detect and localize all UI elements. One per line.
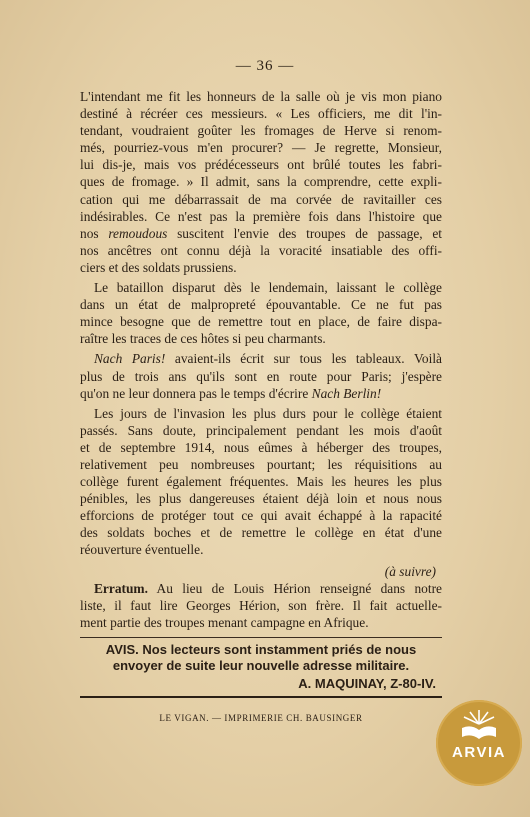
paragraph-2-cont [80, 296, 442, 347]
text-line: ment partie des troupes menant campagne en Afrique. [80, 614, 369, 630]
text-line: mince besogne que de remettre tout en place, de faire dispa- [80, 314, 442, 330]
text-line: destiné à récréer ces messieurs. « Les officiers, me dit l'in- [80, 106, 442, 122]
body-text [80, 88, 442, 727]
text-line: raître les traces de ces hôtes si peu charmants. [80, 331, 326, 347]
paragraph-4-cont [80, 422, 442, 559]
text-line: tendant, voudraient goûter les fromages de Herve si renom- [80, 123, 442, 139]
text-line: liste, il faut lire Georges Hérion, son frère. Il fait actuelle- [80, 597, 442, 613]
text-line: indésirables. Ce n'est pas la première fois dans l'histoire que [80, 208, 442, 224]
text-line: Les jours de l'invasion les plus durs pour le collège étaient [94, 405, 442, 421]
italic-phrase: remoudous [108, 225, 168, 241]
text-line: des soldats boches et de remettre le collège en état d'une [80, 525, 442, 541]
text-line: més, pourriez-vous m'en procurer? — Je regrette, Monsieur, [80, 140, 442, 156]
notice-signature: A. MAQUINAY, Z-80-IV. [298, 675, 436, 691]
open-book-icon [459, 708, 499, 742]
text-line [94, 580, 442, 597]
text-line: qu'on ne leur donnera pas le temps d'écrire Nach Berlin! [80, 385, 382, 401]
paragraph-2 [80, 279, 442, 296]
logo-text: ARVIA [452, 744, 506, 761]
italic-phrase: Nach Paris! [94, 351, 166, 367]
text-line: efforcions de protéger tout ce qui avait échappé à la rapacité [80, 508, 442, 524]
erratum-cont [80, 597, 442, 631]
text-line: nos ancêtres ont connu déjà la voracité insatiable des offi- [80, 242, 442, 258]
italic-phrase: Nach Berlin! [311, 385, 382, 401]
text-line: dans un état de malpropreté épouvantable. Ce ne fut pas [80, 297, 442, 313]
paragraph-4 [80, 405, 442, 422]
text-line: collège furent également fréquentes. Mais les heures les plus [80, 474, 442, 490]
erratum-text: Au lieu de Louis Hérion renseigné dans notre [156, 580, 442, 596]
text-line: passés. Sans doute, principalement pendant les mois d'août [80, 422, 442, 438]
arvia-logo [436, 700, 522, 786]
erratum-label: Erratum. [94, 580, 148, 596]
paragraph-3-cont [80, 368, 442, 402]
text-line: et de septembre 1914, nous eûmes à héberger des troupes, [80, 439, 442, 455]
text-line: cation qui me débarrassait de ma corvée de ravitailler ces [80, 191, 442, 207]
notice-line: envoyer de suite leur nouvelle adresse militaire. [112, 658, 410, 674]
erratum [80, 580, 442, 597]
text-line: ques de fromage. » Il admit, sans la comprendre, cette expli- [80, 174, 442, 190]
notice [80, 642, 442, 675]
paragraph-3 [80, 350, 442, 367]
divider [80, 637, 442, 638]
text-line: ciers et des soldats prussiens. [80, 259, 237, 275]
text-line: pénibles, les plus dangereuses étaient déjà loin et nous nous [80, 491, 442, 507]
printer-imprint: LE VIGAN. — IMPRIMERIE CH. BAUSINGER [159, 712, 363, 723]
text-line: nos remoudous suscitent l'envie des troupes de passage, et [80, 225, 442, 241]
notice-line: AVIS. Nos lecteurs sont instamment priés de nous [105, 641, 417, 657]
page-number: — 36 — [235, 58, 295, 74]
to-be-continued: (à suivre) [384, 563, 436, 579]
text-line: Le bataillon disparut dès le lendemain, laissant le collège [94, 280, 442, 296]
text-line: relativement peu nombreuses pourtant; les réquisitions au [80, 456, 442, 472]
paragraph-1 [80, 88, 442, 276]
divider-thick [80, 696, 442, 698]
text-line: L'intendant me fit les honneurs de la salle où je vis mon piano [80, 89, 442, 104]
text-line: Nach Paris! avaient-ils écrit sur tous les tableaux. Voilà [94, 351, 442, 367]
text-line: réouverture éventuelle. [80, 542, 204, 558]
text-line: lui dis-je, mais vos prédécesseurs ont brûlé toutes les fabri- [80, 157, 442, 173]
text-line: plus de trois ans qu'ils sont en route pour Paris; j'espère [80, 368, 442, 384]
